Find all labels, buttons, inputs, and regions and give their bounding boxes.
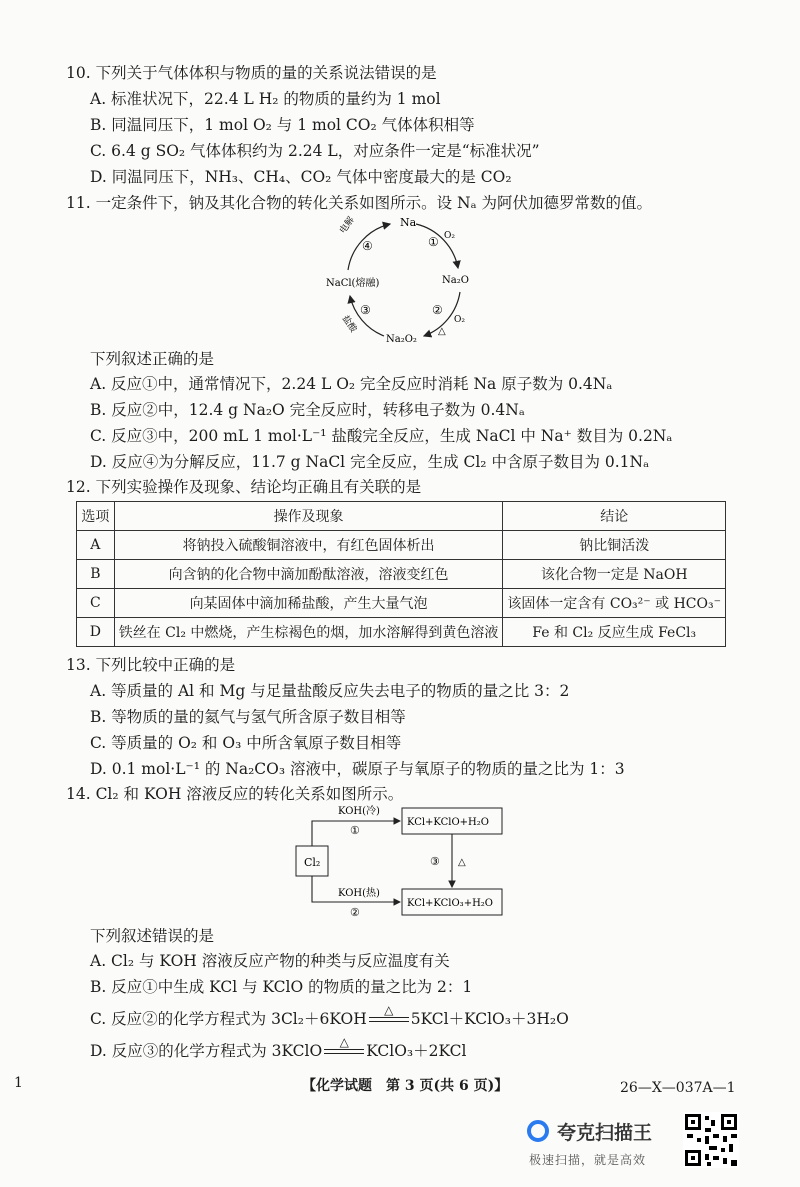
q14-option-c-reactants: C. 反应②的化学方程式为 3Cl₂＋6KOH [90, 1010, 367, 1028]
table-row [77, 531, 726, 560]
q13-stem: 13. 下列比较中正确的是 [66, 656, 236, 674]
node-nacl-molten: NaCl(熔融) [326, 278, 380, 289]
table-row [77, 589, 726, 618]
equation-arrow-delta [367, 1003, 411, 1030]
node-cl2: Cl₂ [304, 856, 321, 869]
label-o2-2: O₂ [454, 315, 465, 325]
row-conclusion: 该固体一定含有 CO₃²⁻ 或 HCO₃⁻ [503, 589, 726, 618]
q10-option-c: C. 6.4 g SO₂ 气体体积约为 2.24 L，对应条件一定是“标准状况” [90, 142, 540, 160]
equals-double-line [324, 1049, 364, 1054]
node-na2o2: Na₂O₂ [386, 334, 417, 345]
label-koh-cold: KOH(冷) [338, 806, 380, 817]
label-reaction-1: ① [350, 824, 360, 837]
q14-option-d [90, 1035, 467, 1062]
table-row [77, 618, 726, 647]
label-koh-hot: KOH(热) [338, 888, 380, 899]
q14-option-d-reactants: D. 反应③的化学方程式为 3KClO [90, 1042, 323, 1060]
header-option: 选项 [77, 502, 115, 531]
footer-title: 【化学试题 第 3 页(共 6 页)】 [302, 1078, 509, 1094]
qr-code-icon [683, 1112, 739, 1168]
q14-option-a: A. Cl₂ 与 KOH 溶液反应产物的种类与反应温度有关 [90, 952, 450, 970]
q12-table [76, 501, 726, 647]
delta-label: △ [339, 1035, 349, 1049]
q11-option-c: C. 反应③中，200 mL 1 mol·L⁻¹ 盐酸完全反应，生成 NaCl 中 Na⁺ 数目为 0.2Nₐ [90, 427, 673, 445]
label-delta: △ [438, 326, 446, 337]
q11-option-b: B. 反应②中，12.4 g Na₂O 完全反应时，转移电子数为 0.4Nₐ [90, 401, 525, 419]
q10-option-a: A. 标准状况下，22.4 L H₂ 的物质的量约为 1 mol [90, 90, 441, 108]
label-electrolysis: 电解 [338, 215, 357, 236]
q14-lead: 下列叙述错误的是 [90, 927, 215, 945]
q13-option-b: B. 等物质的量的氦气与氢气所含原子数目相等 [90, 708, 406, 726]
q14-stem: 14. Cl₂ 和 KOH 溶液反应的转化关系如图所示。 [66, 785, 404, 803]
q13-option-c: C. 等质量的 O₂ 和 O₃ 中所含氧原子数目相等 [90, 734, 402, 752]
label-o2-1: O₂ [444, 231, 455, 241]
row-operation: 将钠投入硫酸铜溶液中，有红色固体析出 [114, 531, 503, 560]
label-reaction-1: ① [428, 235, 439, 249]
header-operation: 操作及现象 [114, 502, 503, 531]
q11-option-d: D. 反应④为分解反应，11.7 g NaCl 完全反应，生成 Cl₂ 中含原子数目为 0.1Nₐ [90, 453, 650, 471]
footer-code: 26—X—037A—1 [620, 1080, 736, 1096]
q13-option-d: D. 0.1 mol·L⁻¹ 的 Na₂CO₃ 溶液中，碳原子与氧原子的物质的量之比为 1：3 [90, 760, 625, 778]
q10-option-b: B. 同温同压下，1 mol O₂ 与 1 mol CO₂ 气体体积相等 [90, 116, 475, 134]
row-option: B [77, 560, 115, 589]
node-na2o: Na₂O [442, 275, 469, 286]
q14-option-b: B. 反应①中生成 KCl 与 KClO 的物质的量之比为 2：1 [90, 978, 473, 996]
node-product-2: KCl+KClO₃+H₂O [407, 898, 493, 909]
row-conclusion: 钠比铜活泼 [503, 531, 726, 560]
table-header-row [77, 502, 726, 531]
label-reaction-2: ② [432, 303, 443, 317]
label-reaction-3: ③ [430, 855, 440, 868]
q11-option-a: A. 反应①中，通常情况下，2.24 L O₂ 完全反应时消耗 Na 原子数为 0.4Nₐ [90, 375, 613, 393]
row-option: A [77, 531, 115, 560]
scanner-app-name: 夸克扫描王 [557, 1122, 653, 1144]
q10-option-d: D. 同温同压下，NH₃、CH₄、CO₂ 气体中密度最大的是 CO₂ [90, 168, 512, 186]
quark-logo-icon [527, 1120, 549, 1142]
q14-option-c [90, 1003, 569, 1030]
q10-stem: 10. 下列关于气体体积与物质的量的关系说法错误的是 [66, 64, 437, 82]
q14-option-d-products: KClO₃＋2KCl [366, 1042, 467, 1060]
node-na: Na [400, 216, 417, 229]
q12-stem: 12. 下列实验操作及现象、结论均正确且有关联的是 [66, 478, 422, 496]
q13-option-a: A. 等质量的 Al 和 Mg 与足量盐酸反应失去电子的物质的量之比 3：2 [90, 682, 570, 700]
scanner-watermark [527, 1114, 677, 1174]
q14-flow-diagram [290, 800, 520, 925]
row-option: C [77, 589, 115, 618]
equation-arrow-delta [322, 1035, 366, 1062]
row-operation: 铁丝在 Cl₂ 中燃烧，产生棕褐色的烟，加水溶解得到黄色溶液 [114, 618, 503, 647]
delta-label: △ [384, 1003, 394, 1017]
table-row [77, 560, 726, 589]
row-operation: 向某固体中滴加稀盐酸，产生大量气泡 [114, 589, 503, 618]
row-conclusion: 该化合物一定是 NaOH [503, 560, 726, 589]
label-delta: △ [458, 857, 466, 868]
row-conclusion: Fe 和 Cl₂ 反应生成 FeCl₃ [503, 618, 726, 647]
q14-option-c-products: 5KCl＋KClO₃＋3H₂O [410, 1010, 569, 1028]
label-reaction-2: ② [350, 906, 360, 919]
label-reaction-4: ④ [362, 239, 373, 253]
page-mark: 1 [14, 1075, 23, 1091]
scanner-slogan: 极速扫描，就是高效 [529, 1153, 647, 1167]
label-hydrochloric-acid: 盐酸 [339, 313, 359, 335]
row-operation: 向含钠的化合物中滴加酚酞溶液，溶液变红色 [114, 560, 503, 589]
label-reaction-3: ③ [360, 303, 371, 317]
q11-lead: 下列叙述正确的是 [90, 350, 215, 368]
q11-stem: 11. 一定条件下，钠及其化合物的转化关系如图所示。设 Nₐ 为阿伏加德罗常数的值。 [66, 194, 652, 212]
q11-sodium-cycle-diagram [320, 210, 490, 350]
header-conclusion: 结论 [503, 502, 726, 531]
equals-double-line [369, 1017, 409, 1022]
row-option: D [77, 618, 115, 647]
node-product-1: KCl+KClO+H₂O [407, 817, 489, 828]
